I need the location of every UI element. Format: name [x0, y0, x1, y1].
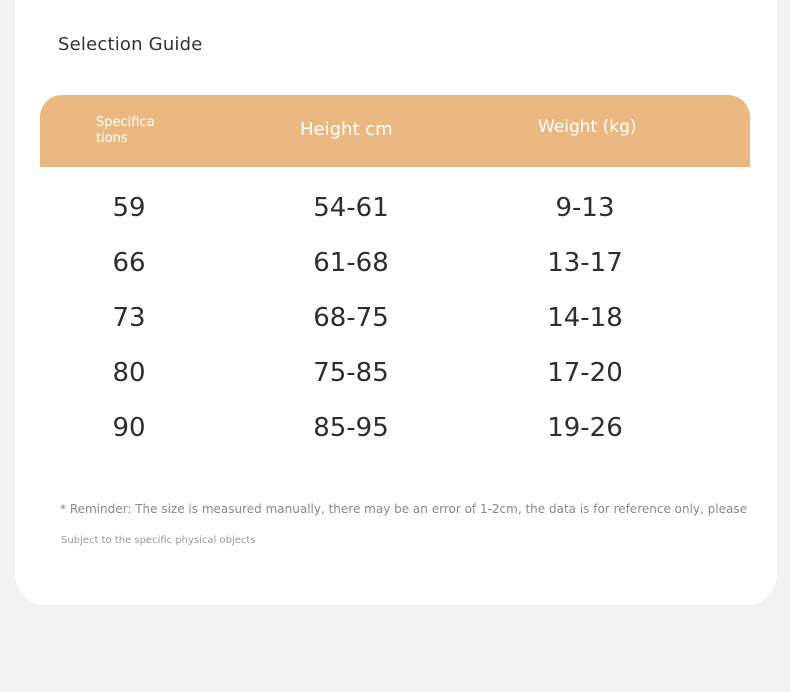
- cell-weight: 19-26: [547, 413, 623, 443]
- subject-note: Subject to the specific physical objects: [61, 535, 256, 546]
- cell-weight: 17-20: [547, 358, 623, 388]
- table-row: [40, 232, 750, 287]
- cell-spec: 80: [112, 358, 146, 388]
- cell-weight: 13-17: [547, 248, 623, 278]
- header-weight: Weight (kg): [538, 117, 637, 137]
- table-row: [40, 177, 750, 232]
- table-body: [40, 167, 750, 452]
- cell-spec: 59: [112, 193, 146, 223]
- cell-weight: 14-18: [547, 303, 623, 333]
- table-row: [40, 397, 750, 452]
- table-header: [40, 95, 750, 167]
- page-title: Selection Guide: [58, 34, 203, 55]
- header-specifications: Specifications: [96, 115, 155, 146]
- cell-height: 75-85: [313, 358, 389, 388]
- cell-height: 61-68: [313, 248, 389, 278]
- cell-height: 85-95: [313, 413, 389, 443]
- reminder-note: * Reminder: The size is measured manually, there may be an error of 1-2cm, the data is for reference only, please: [60, 502, 747, 516]
- cell-height: 54-61: [313, 193, 389, 223]
- table-row: [40, 287, 750, 342]
- cell-spec: 73: [112, 303, 146, 333]
- cell-spec: 66: [112, 248, 146, 278]
- size-table: [40, 95, 750, 452]
- cell-height: 68-75: [313, 303, 389, 333]
- cell-spec: 90: [112, 413, 146, 443]
- header-height: Height cm: [300, 119, 393, 140]
- cell-weight: 9-13: [555, 193, 615, 223]
- table-row: [40, 342, 750, 397]
